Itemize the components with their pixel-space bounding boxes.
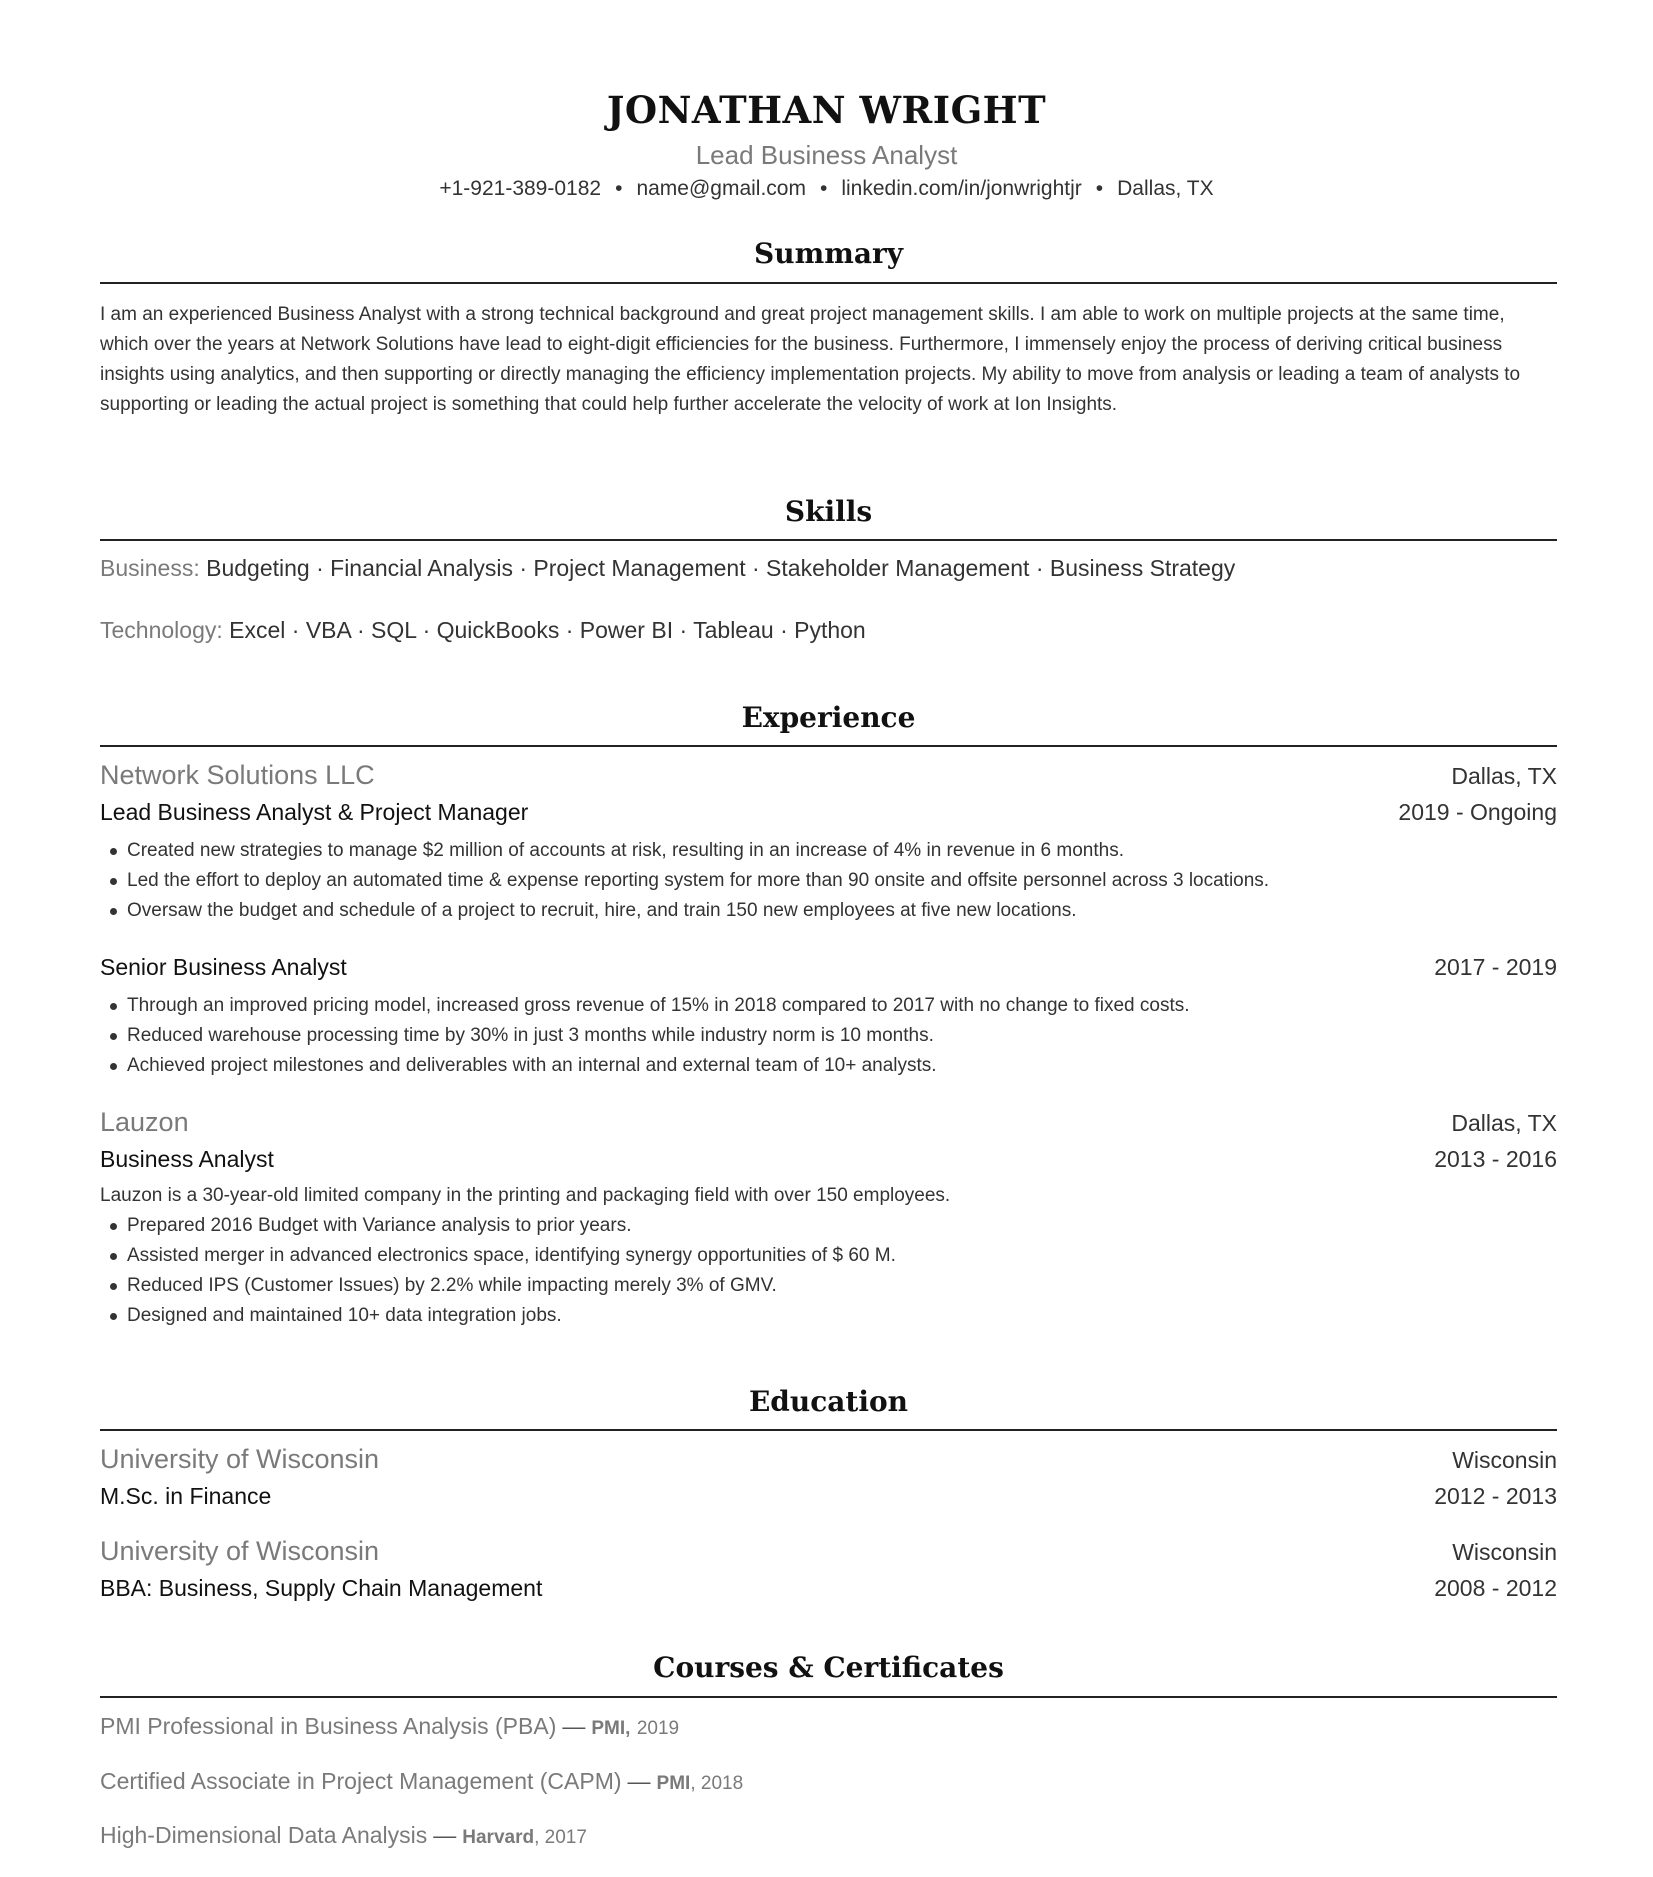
school-name: University of Wisconsin: [100, 1444, 380, 1474]
candidate-name: JONATHAN WRIGHT: [606, 88, 1047, 132]
course-dash: —: [433, 1822, 457, 1848]
course-item: [100, 1819, 1557, 1854]
separator-dot: •: [1095, 177, 1104, 200]
education-heading: Education: [748, 1385, 909, 1418]
experience-entry: [100, 1104, 1557, 1331]
job-location: Dallas, TX: [1451, 763, 1557, 789]
achievement-item: Oversaw the budget and schedule of a project to recruit, hire, and train 150 new employees at five new locations.: [100, 896, 1557, 926]
achievement-list: [100, 991, 1557, 1081]
school-location: Wisconsin: [1452, 1539, 1557, 1565]
course-issuer: PMI: [656, 1773, 691, 1794]
company-name: Network Solutions LLC: [100, 760, 375, 790]
summary-text: I am an experienced Business Analyst with a strong technical background and great project management skills. I am able to work on multiple projects at the same time, which over the years at Network Solutions have lead to eight-digit efficiencies for the business. Furthermore, I immensely enjoy the process of deriving critical business insights using analytics, and then supporting or directly managing the efficiency implementation projects. My ability to move from analysis or leading a team of analysts to supporting or leading the actual project is something that could help further accelerate the velocity of work at Ion Insights.: [100, 304, 1521, 415]
job-position: Lead Business Analyst & Project Manager: [100, 799, 529, 825]
skills-heading: Skills: [784, 495, 873, 528]
skill-row-technology: [100, 615, 1557, 645]
achievement-item: Assisted merger in advanced electronics space, identifying synergy opportunities of $ 60 M.: [100, 1241, 1557, 1271]
job-position: Senior Business Analyst: [100, 954, 347, 980]
courses-heading: Courses & Certificates: [653, 1651, 1004, 1684]
course-name: PMI Professional in Business Analysis (PBA): [100, 1713, 557, 1739]
experience-entry: [100, 949, 1557, 1081]
job-dates: 2013 - 2016: [1434, 1146, 1557, 1172]
course-year: , 2017: [534, 1827, 587, 1848]
separator-dot: •: [819, 177, 828, 200]
achievement-item: Achieved project milestones and deliverables with an internal and external team of 10+ analysts.: [100, 1051, 1557, 1081]
job-location: Dallas, TX: [1451, 1110, 1557, 1136]
company-description: Lauzon is a 30-year-old limited company in the printing and packaging field with over 150 employees.: [100, 1185, 951, 1206]
degree-name: BBA: Business, Supply Chain Management: [100, 1575, 543, 1601]
achievement-item: Reduced warehouse processing time by 30% in just 3 months while industry norm is 10 months.: [100, 1021, 1557, 1051]
candidate-title: Lead Business Analyst: [695, 140, 958, 170]
course-item: [100, 1710, 1557, 1745]
skill-category: Technology:: [100, 617, 223, 643]
course-name: High-Dimensional Data Analysis: [100, 1822, 428, 1848]
education-entry: [100, 1441, 1557, 1514]
achievement-item: Through an improved pricing model, increased gross revenue of 15% in 2018 compared to 2017 with no change to fixed costs.: [100, 991, 1557, 1021]
job-position: Business Analyst: [100, 1146, 274, 1172]
email-address[interactable]: name@gmail.com: [636, 177, 806, 200]
experience-heading: Experience: [741, 701, 916, 734]
course-year: 2019: [636, 1718, 680, 1739]
skill-items: Excel · VBA · SQL · QuickBooks · Power BI · Tableau · Python: [229, 617, 866, 643]
achievement-list: [100, 1211, 1557, 1331]
education-entry: [100, 1533, 1557, 1606]
skill-row-business: [100, 553, 1557, 583]
course-issuer: PMI,: [591, 1718, 631, 1739]
course-name: Certified Associate in Project Management (CAPM): [100, 1768, 622, 1794]
education-dates: 2012 - 2013: [1434, 1483, 1557, 1509]
achievement-item: Designed and maintained 10+ data integration jobs.: [100, 1301, 1557, 1331]
course-dash: —: [562, 1713, 586, 1739]
skill-items: Budgeting · Financial Analysis · Project Management · Stakeholder Management · Business Strategy: [206, 555, 1236, 581]
course-issuer: Harvard: [462, 1827, 535, 1848]
separator-dot: •: [615, 177, 623, 200]
section-divider: [100, 1696, 1557, 1698]
experience-entry: [100, 757, 1557, 926]
school-location: Wisconsin: [1452, 1447, 1557, 1473]
school-name: University of Wisconsin: [100, 1536, 380, 1566]
achievement-item: Reduced IPS (Customer Issues) by 2.2% while impacting merely 3% of GMV.: [100, 1271, 1557, 1301]
job-dates: 2017 - 2019: [1434, 954, 1557, 980]
section-divider: [100, 282, 1557, 284]
course-year: , 2018: [690, 1773, 744, 1794]
course-item: [100, 1765, 1557, 1800]
section-divider: [100, 539, 1557, 541]
job-dates: 2019 - Ongoing: [1398, 799, 1557, 825]
achievement-item: Prepared 2016 Budget with Variance analysis to prior years.: [100, 1211, 1557, 1241]
section-divider: [100, 1429, 1557, 1431]
skill-category: Business:: [100, 555, 200, 581]
achievement-item: Created new strategies to manage $2 million of accounts at risk, resulting in an increase of 4% in revenue in 6 months.: [100, 836, 1557, 866]
linkedin-link[interactable]: linkedin.com/in/jonwrightjr: [841, 177, 1082, 200]
course-dash: —: [627, 1768, 651, 1794]
degree-name: M.Sc. in Finance: [100, 1483, 272, 1509]
phone-number: +1-921-389-0182: [439, 177, 602, 200]
education-dates: 2008 - 2012: [1434, 1575, 1557, 1601]
achievement-list: [100, 836, 1557, 926]
resume-header: [0, 86, 1653, 204]
summary-heading: Summary: [754, 237, 903, 270]
contact-line: [0, 174, 1653, 204]
header-location: Dallas, TX: [1117, 177, 1214, 200]
achievement-item: Led the effort to deploy an automated time & expense reporting system for more than 90 onsite and offsite personnel across 3 locations.: [100, 866, 1557, 896]
company-name: Lauzon: [100, 1107, 189, 1137]
section-divider: [100, 745, 1557, 747]
